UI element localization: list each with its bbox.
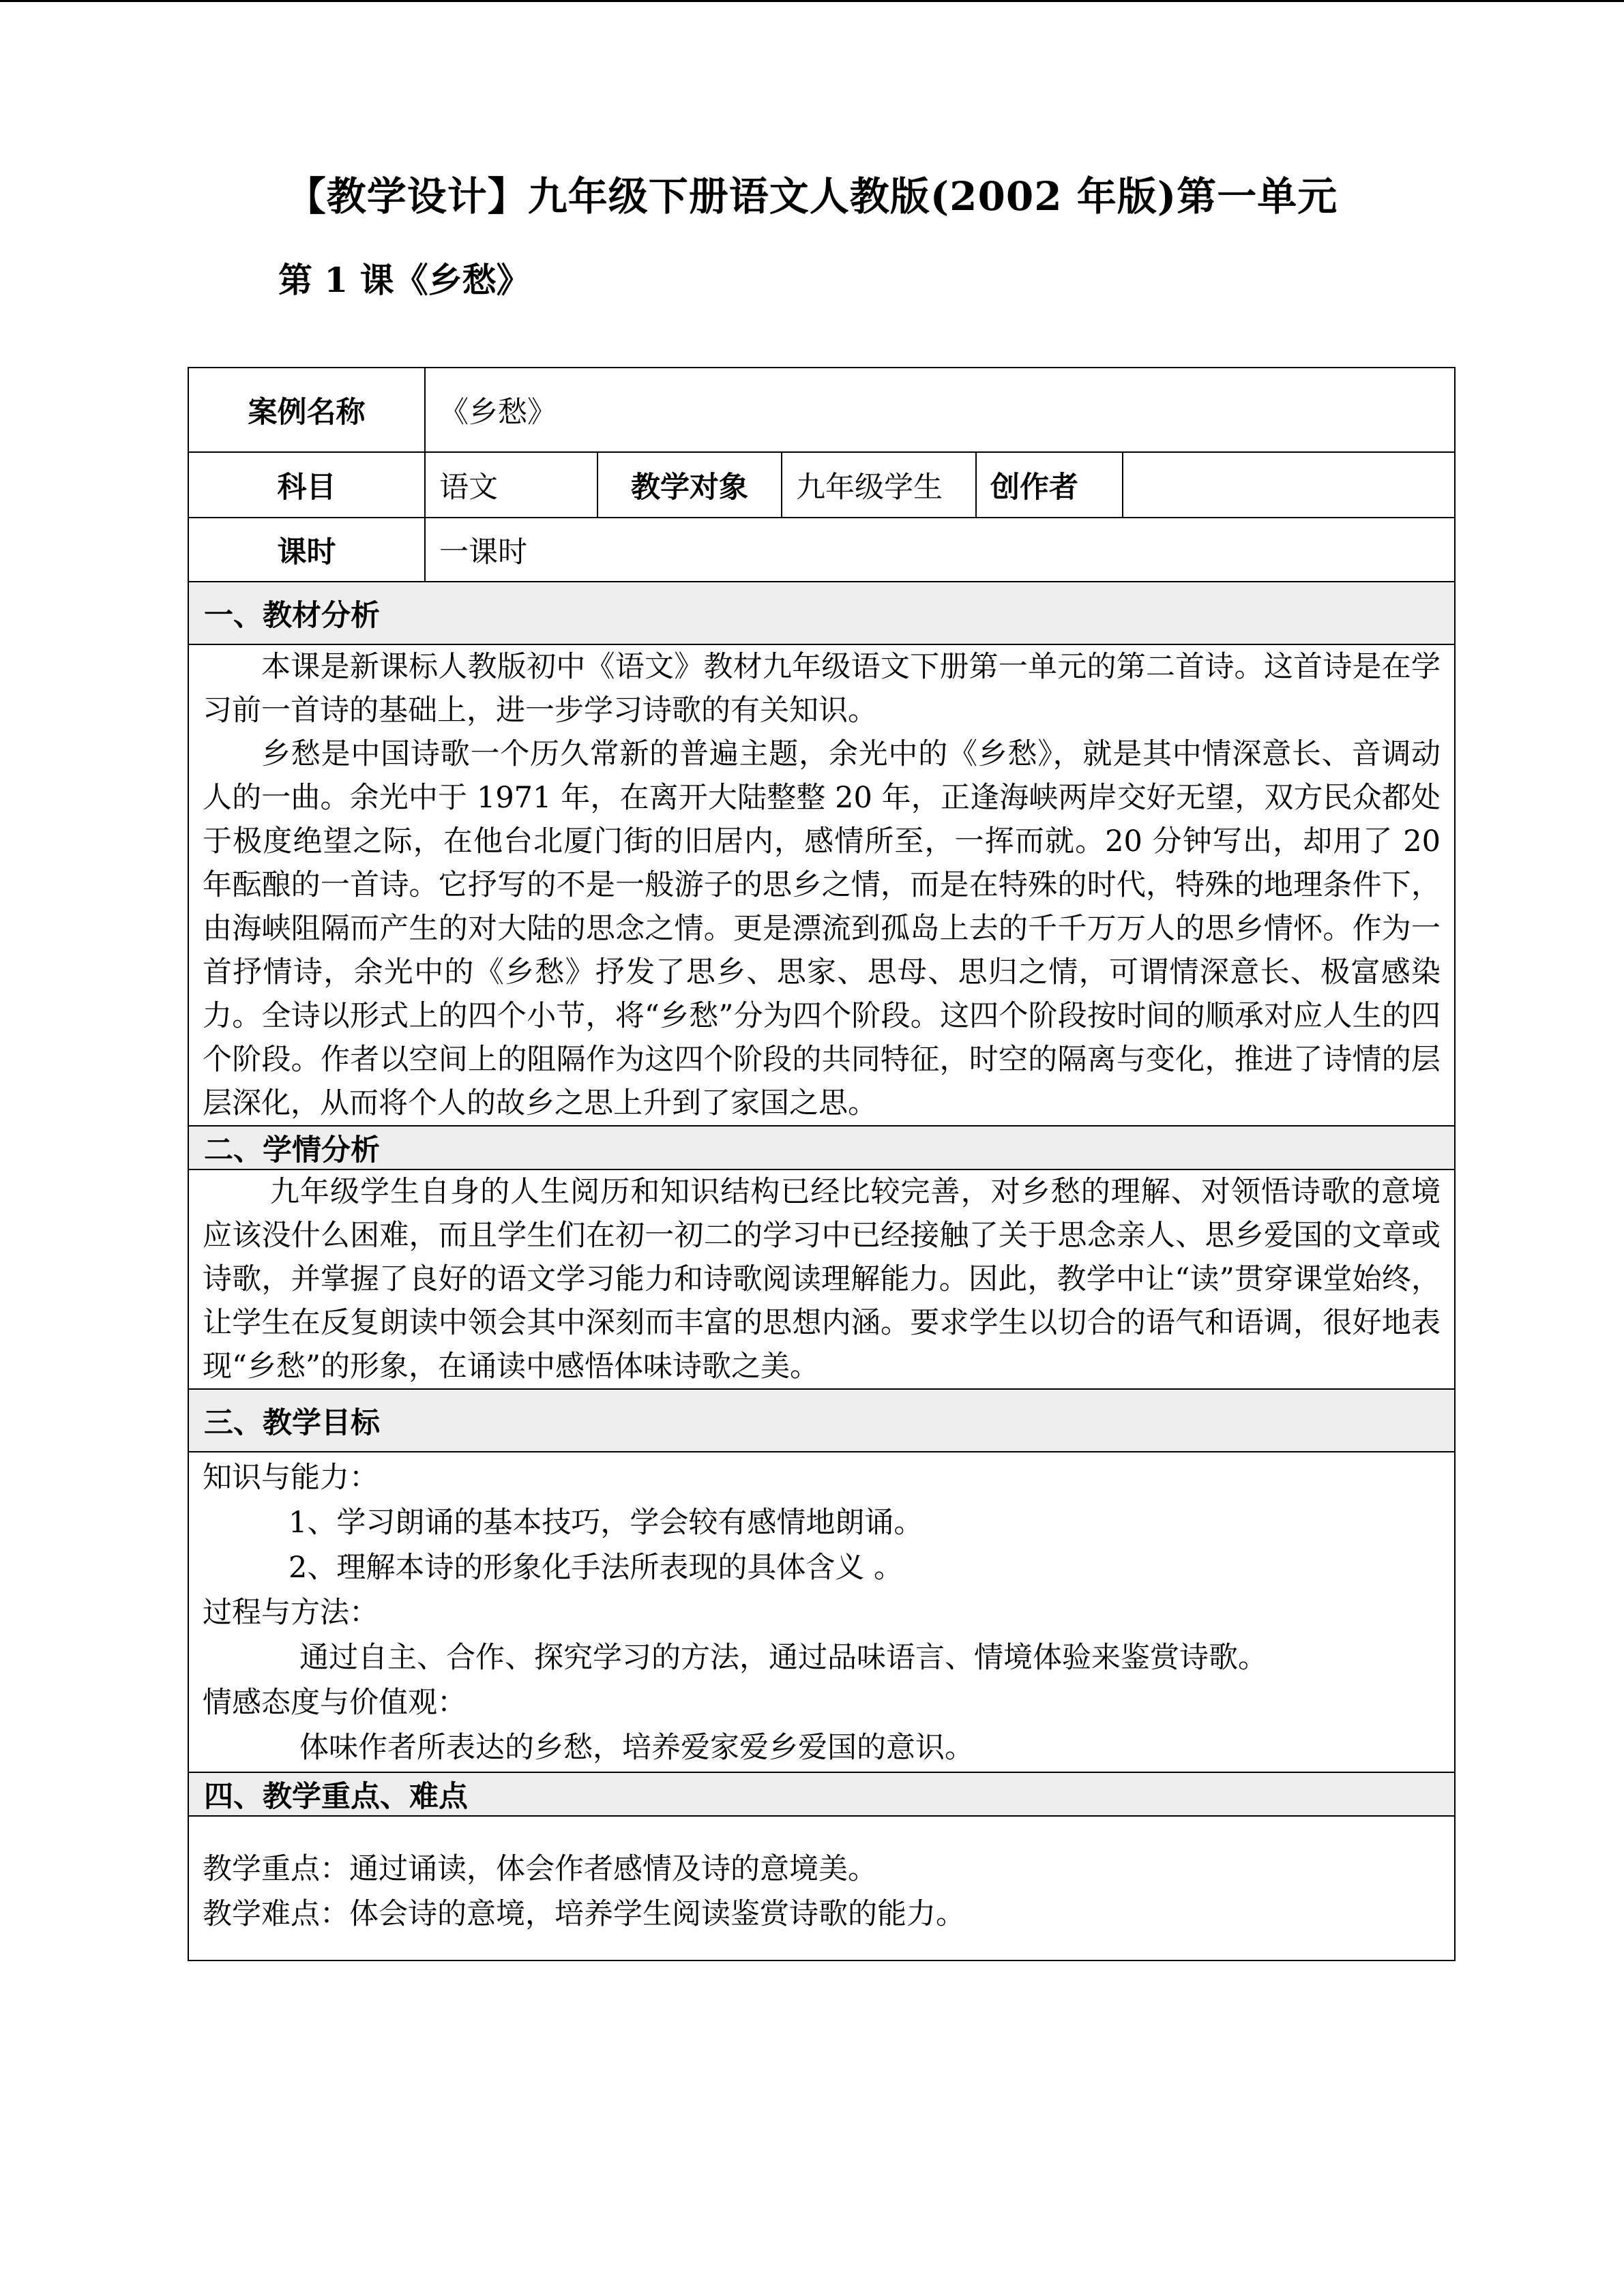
paragraph: 九年级学生自身的人生阅历和知识结构已经比较完善，对乡愁的理解、对领悟诗歌的意境应该没什么困难，而且学生们在初一初二的学习中已经接触了关于思念亲人、思乡爱国的文章或诗歌，并掌握了良好的语文学习能力和诗歌阅读理解能力。因此，教学中让“读”贯穿课堂始终，让学生在反复朗读中领会其中深刻而丰富的思想内涵。要求学生以切合的语气和语调，很好地表现“乡愁”的形象，在诵读中感悟体味诗歌之美。 (203, 1175, 1441, 1384)
subject-value: 语文 (425, 452, 597, 518)
knowledge-label: 知识与能力： (203, 1461, 379, 1495)
document-subtitle: 第 1 课《乡愁》 (278, 260, 531, 300)
case-name-value: 《乡愁》 (425, 368, 1455, 452)
section-heading: 四、教学重点、难点 (188, 1772, 1455, 1816)
paragraph: 本课是新课标人教版初中《语文》教材九年级语文下册第一单元的第二首诗。这首诗是在学习前一首诗的基础上，进一步学习诗歌的有关知识。 (203, 650, 1441, 728)
section-students-body (188, 1169, 1455, 1389)
subject-row (188, 452, 1455, 518)
section-keypoints-heading-row (188, 1772, 1455, 1816)
section-material-body (188, 644, 1455, 1126)
section-material-heading-row (188, 582, 1455, 644)
section-goals-body-row (188, 1452, 1455, 1772)
section-heading: 二、学情分析 (188, 1126, 1455, 1169)
lesson-plan-table (188, 367, 1456, 1961)
emotion-label: 情感态度与价值观： (203, 1686, 467, 1720)
paragraph: 乡愁是中国诗歌一个历久常新的普遍主题，余光中的《乡愁》，就是其中情深意长、音调动人的一曲。余光中于 1971 年，在离开大陆整整 20 年，正逢海峡两岸交好无望，双方民众都处于极度绝望之际，在他台北厦门街的旧居内，感情所至，一挥而就。20 分钟写出，却用了 20 年酝酿的一首诗。它抒写的不是一般游子的思乡之情，而是在特殊的时代，特殊的地理条件下，由海峡阻隔而产生的对大陆的思念之情。更是漂流到孤岛上去的千千万万人的思乡情怀。作为一首抒情诗，余光中的《乡愁》抒发了思乡、思家、思母、思归之情，可谓情深意长、极富感染力。全诗以形式上的四个小节，将“乡愁”分为四个阶段。这四个阶段按时间的顺承对应人生的四个阶段。作者以空间上的阻隔作为这四个阶段的共同特征，时空的隔离与变化，推进了诗情的层层深化，从而将个人的故乡之思上升到了家国之思。 (203, 737, 1441, 1120)
section-heading: 三、教学目标 (188, 1389, 1455, 1452)
section-keypoints-body (188, 1816, 1455, 1960)
audience-value: 九年级学生 (782, 452, 976, 518)
top-border-line (0, 0, 1624, 2)
subject-label: 科目 (188, 452, 425, 518)
author-value (1123, 452, 1455, 518)
document-title: 【教学设计】九年级下册语文人教版(2002 年版)第一单元 (286, 173, 1338, 220)
emotion-text: 体味作者所表达的乡愁，培养爱家爱乡爱国的意识。 (299, 1731, 974, 1765)
period-row (188, 518, 1455, 582)
period-label: 课时 (188, 518, 425, 582)
section-students-heading-row (188, 1126, 1455, 1169)
process-text: 通过自主、合作、探究学习的方法，通过品味语言、情境体验来鉴赏诗歌。 (299, 1641, 1267, 1675)
process-label: 过程与方法： (203, 1596, 379, 1630)
audience-label: 教学对象 (597, 452, 782, 518)
section-students-body-row (188, 1169, 1455, 1389)
section-material-body-row (188, 644, 1455, 1126)
case-name-row (188, 368, 1455, 452)
period-value: 一课时 (425, 518, 1455, 582)
goal-item: 2、理解本诗的形象化手法所表现的具体含义 。 (289, 1551, 904, 1585)
difficulty-text: 教学难点：体会诗的意境，培养学生阅读鉴赏诗歌的能力。 (203, 1897, 965, 1931)
section-goals-heading-row (188, 1389, 1455, 1452)
key-point-text: 教学重点：通过诵读，体会作者感情及诗的意境美。 (203, 1852, 877, 1886)
case-name-label: 案例名称 (188, 368, 425, 452)
section-keypoints-body-row (188, 1816, 1455, 1960)
author-label: 创作者 (976, 452, 1123, 518)
section-goals-body (188, 1452, 1455, 1772)
section-heading: 一、教材分析 (188, 582, 1455, 644)
goal-item: 1、学习朗诵的基本技巧，学会较有感情地朗诵。 (289, 1506, 924, 1540)
